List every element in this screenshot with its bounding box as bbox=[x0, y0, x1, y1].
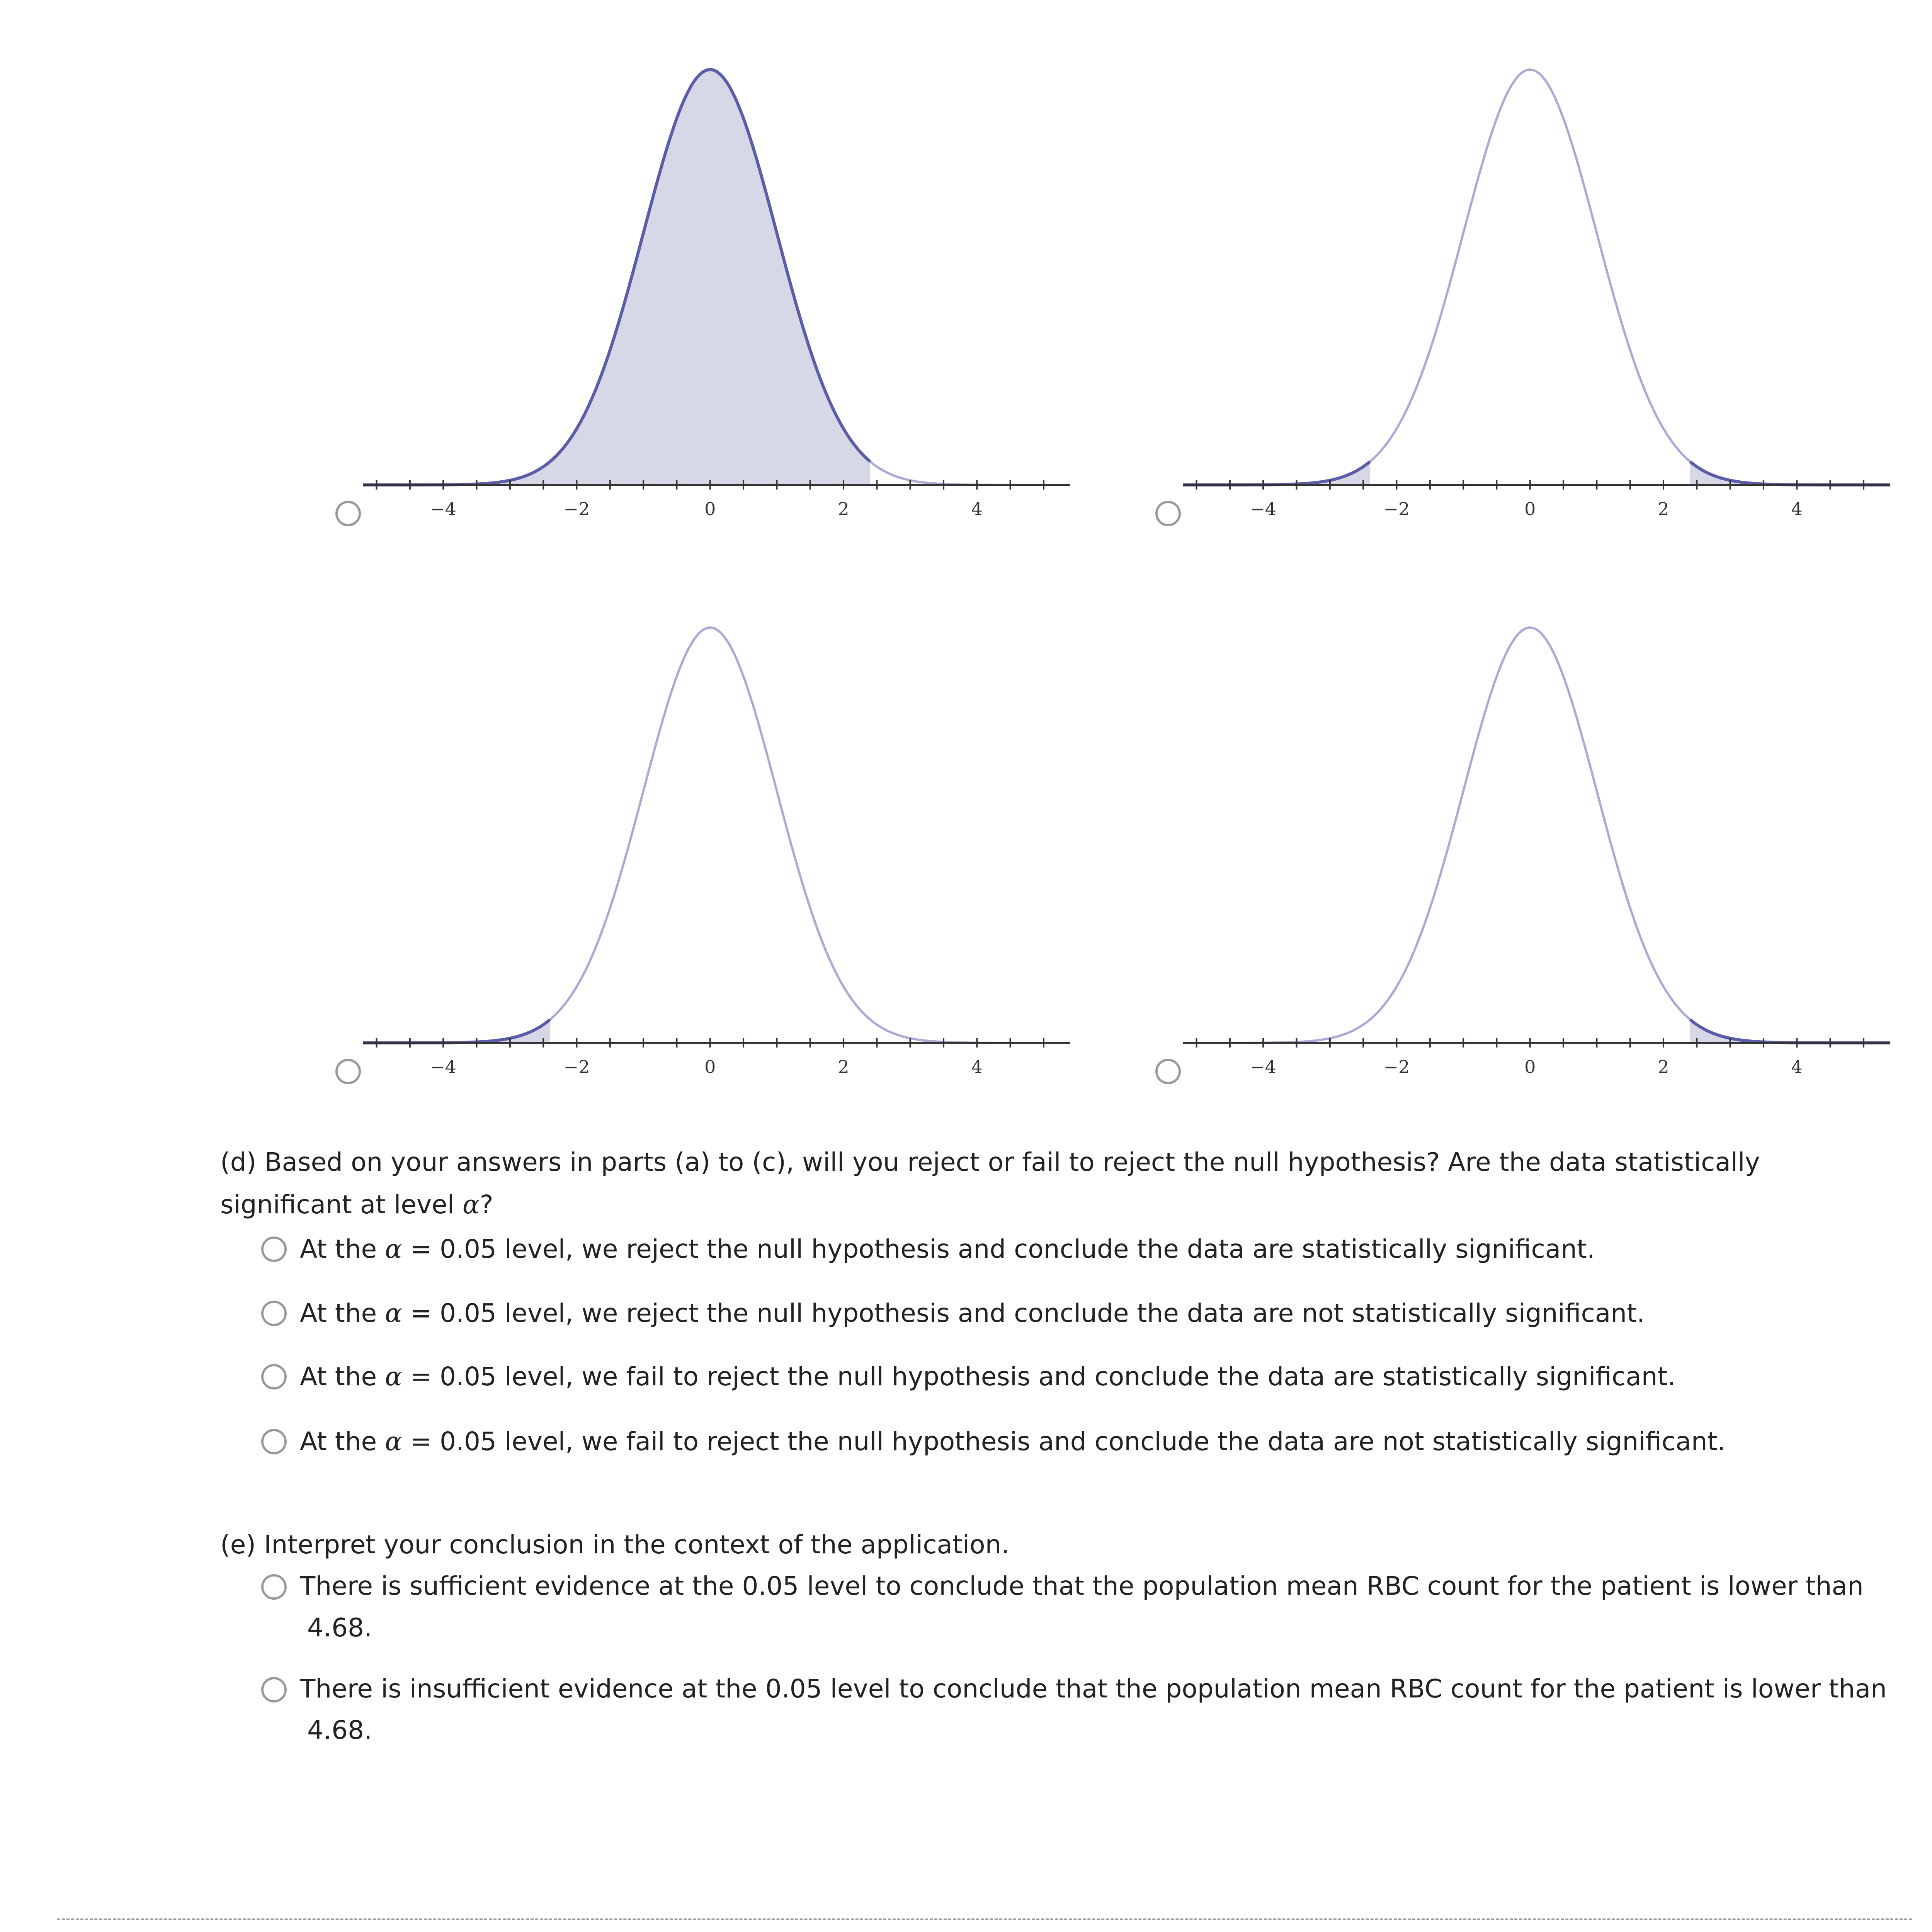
part-d-option-radio[interactable] bbox=[261, 1364, 287, 1389]
tick-label: 2 bbox=[838, 1056, 849, 1076]
option-text: At the bbox=[300, 1234, 385, 1264]
graph-option-radio[interactable] bbox=[335, 1059, 361, 1084]
tick-label: −2 bbox=[1383, 1056, 1410, 1076]
alpha-symbol: α bbox=[385, 1234, 402, 1264]
part-e-option-label-cont: 4.68. bbox=[307, 1715, 372, 1745]
part-d-option-label[interactable] bbox=[300, 1229, 1595, 1269]
tick-label: −2 bbox=[563, 1056, 590, 1076]
part-d-prompt-end: ? bbox=[480, 1190, 493, 1219]
part-d-option-radio[interactable] bbox=[261, 1236, 287, 1262]
normal-curve-graph bbox=[1183, 612, 1890, 1076]
option-text: = 0.05 level, we fail to reject the null hypothesis and conclude the data are not statistically significant. bbox=[402, 1427, 1726, 1456]
tick-label: 4 bbox=[1791, 498, 1803, 518]
tick-label: −4 bbox=[430, 498, 457, 518]
part-d-option-radio[interactable] bbox=[261, 1429, 287, 1454]
alpha-symbol: α bbox=[385, 1362, 402, 1391]
normal-curve-graph bbox=[1183, 54, 1890, 518]
option-text: = 0.05 level, we reject the null hypothesis and conclude the data are statistically significant. bbox=[402, 1234, 1595, 1264]
part-d-prompt-text: significant at level bbox=[220, 1190, 463, 1219]
shaded-region bbox=[1690, 462, 1890, 485]
tick-label: 0 bbox=[1524, 498, 1536, 518]
option-text: At the bbox=[300, 1298, 385, 1328]
part-e-option-label-cont: 4.68. bbox=[307, 1613, 372, 1643]
tick-label: −4 bbox=[430, 1056, 457, 1076]
part-d-option-label[interactable] bbox=[300, 1293, 1645, 1333]
tick-label: −4 bbox=[1250, 498, 1277, 518]
tick-label: 2 bbox=[838, 498, 849, 518]
shaded-region bbox=[1690, 1020, 1890, 1043]
part-e-option-label[interactable]: There is sufficient evidence at the 0.05 level to conclude that the population mean RBC count for the patient is lower than bbox=[300, 1571, 1864, 1601]
tick-label: 4 bbox=[1791, 1056, 1803, 1076]
tick-label: 4 bbox=[971, 498, 983, 518]
shaded-region bbox=[363, 1020, 550, 1043]
shaded-region bbox=[363, 70, 870, 485]
option-text: At the bbox=[300, 1427, 385, 1456]
tick-label: 2 bbox=[1658, 1056, 1669, 1076]
density-curve bbox=[1183, 70, 1890, 485]
tick-label: 2 bbox=[1658, 498, 1669, 518]
part-e-prompt: (e) Interpret your conclusion in the context of the application. bbox=[220, 1530, 1010, 1560]
option-text: = 0.05 level, we reject the null hypothesis and conclude the data are not statistically significant. bbox=[402, 1298, 1645, 1328]
alpha-symbol: α bbox=[385, 1427, 402, 1456]
part-e-option-radio[interactable] bbox=[261, 1574, 287, 1600]
tick-label: 4 bbox=[971, 1056, 983, 1076]
option-text: = 0.05 level, we fail to reject the null hypothesis and conclude the data are statistically significant. bbox=[402, 1362, 1676, 1391]
part-d-prompt-line2 bbox=[220, 1184, 493, 1225]
density-curve bbox=[363, 628, 1070, 1043]
part-d-option-radio[interactable] bbox=[261, 1301, 287, 1326]
graph-option-radio[interactable] bbox=[1155, 501, 1181, 526]
density-curve bbox=[1183, 628, 1890, 1043]
alpha-symbol: α bbox=[463, 1190, 480, 1219]
graph-option-radio[interactable] bbox=[1155, 1059, 1181, 1084]
tick-label: −2 bbox=[563, 498, 590, 518]
tick-label: 0 bbox=[704, 498, 716, 518]
part-d-option-label[interactable] bbox=[300, 1421, 1726, 1462]
tick-label: 0 bbox=[1524, 1056, 1536, 1076]
graph-option-radio[interactable] bbox=[335, 501, 361, 526]
shaded-region bbox=[1183, 462, 1370, 485]
part-e-option-radio[interactable] bbox=[261, 1677, 287, 1702]
normal-curve-graph bbox=[363, 612, 1070, 1076]
part-d-prompt-line1: (d) Based on your answers in parts (a) to (c), will you reject or fail to reject the null hypothesis? Are the data statistically bbox=[220, 1147, 1760, 1177]
part-d-option-label[interactable] bbox=[300, 1356, 1675, 1397]
tick-label: −4 bbox=[1250, 1056, 1277, 1076]
option-text: At the bbox=[300, 1362, 385, 1391]
part-e-option-label[interactable]: There is insufficient evidence at the 0.05 level to conclude that the population mean RBC count for the patient is lower than bbox=[300, 1674, 1887, 1704]
alpha-symbol: α bbox=[385, 1298, 402, 1328]
tick-label: 0 bbox=[704, 1056, 716, 1076]
normal-curve-graph bbox=[363, 54, 1070, 518]
question-divider bbox=[57, 1918, 1912, 1920]
tick-label: −2 bbox=[1383, 498, 1410, 518]
